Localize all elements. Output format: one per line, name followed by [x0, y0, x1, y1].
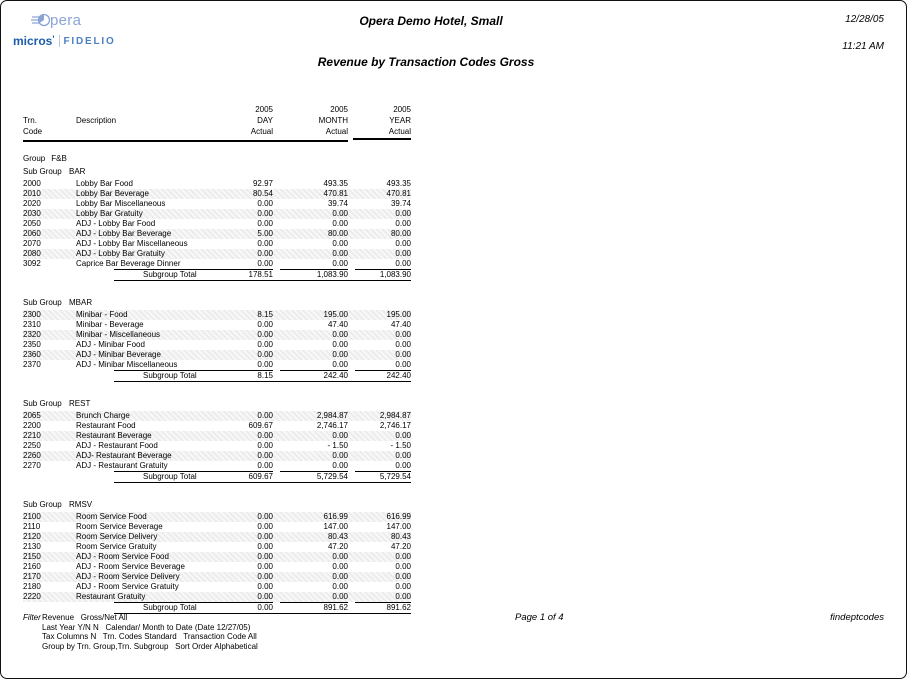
cell-day-actual: 0.00 — [257, 219, 273, 228]
table-row — [23, 179, 411, 189]
cell-description: ADJ - Lobby Bar Gratuity — [76, 249, 165, 258]
col-header-year-month: 2005 — [330, 105, 348, 114]
cell-description: Lobby Bar Miscellaneous — [76, 199, 166, 208]
subgroup-header — [23, 499, 411, 511]
cell-day-actual: 0.00 — [257, 330, 273, 339]
total-year-actual: 5,729.54 — [355, 471, 411, 482]
cell-day-actual: 80.54 — [252, 189, 273, 198]
cell-day-actual: 0.00 — [257, 451, 273, 460]
cell-description: ADJ- Restaurant Beverage — [76, 451, 172, 460]
page-number: Page 1 of 4 — [515, 612, 564, 623]
cell-trn-code: 3092 — [23, 259, 41, 268]
group-label: Group — [23, 154, 46, 163]
cell-month-actual: 0.00 — [332, 209, 348, 218]
cell-day-actual: 0.00 — [257, 340, 273, 349]
col-header-trn: Trn. — [23, 116, 37, 125]
cell-month-actual: 0.00 — [332, 360, 348, 369]
cell-month-actual: 0.00 — [332, 350, 348, 359]
total-year-actual: 1,083.90 — [355, 269, 411, 280]
subgroup-header — [23, 297, 411, 309]
page-title: Revenue by Transaction Codes Gross — [317, 55, 535, 69]
cell-month-actual: 0.00 — [332, 552, 348, 561]
cell-trn-code: 2200 — [23, 421, 41, 430]
subgroup-label: Sub Group — [23, 500, 62, 509]
table-row — [23, 219, 411, 229]
cell-description: Caprice Bar Beverage Dinner — [76, 259, 181, 268]
table-header-row-1 — [23, 104, 411, 115]
logo-divider — [59, 35, 60, 47]
cell-year-actual: 47.20 — [390, 542, 411, 551]
total-day-actual: 609.67 — [248, 472, 273, 481]
cell-month-actual: 616.99 — [323, 512, 348, 521]
cell-trn-code: 2170 — [23, 572, 41, 581]
cell-month-actual: 39.74 — [327, 199, 348, 208]
cell-month-actual: - 1.50 — [327, 441, 348, 450]
cell-month-actual: 0.00 — [332, 340, 348, 349]
cell-description: ADJ - Room Service Gratuity — [76, 582, 179, 591]
cell-trn-code: 2050 — [23, 219, 41, 228]
table-row — [23, 451, 411, 461]
cell-description: Restaurant Gratuity — [76, 592, 146, 601]
subgroup-section — [23, 499, 411, 614]
cell-description: ADJ - Room Service Delivery — [76, 572, 180, 581]
total-day-actual: 0.00 — [257, 603, 273, 612]
cell-month-actual: 0.00 — [332, 461, 348, 470]
cell-description: Room Service Food — [76, 512, 147, 521]
opera-logo-text: pera — [50, 11, 82, 29]
cell-trn-code: 2260 — [23, 451, 41, 460]
table-row — [23, 330, 411, 340]
subgroup-total-first — [114, 602, 273, 613]
cell-month-actual: 0.00 — [332, 249, 348, 258]
subgroup-total-label: Subgroup Total — [143, 270, 197, 279]
fidelio-logo-text: FIDELIO — [63, 35, 116, 47]
table-row — [23, 572, 411, 582]
cell-day-actual: 0.00 — [257, 552, 273, 561]
total-month-actual: 5,729.54 — [280, 471, 348, 482]
cell-month-actual: 0.00 — [332, 431, 348, 440]
cell-year-actual: 0.00 — [395, 330, 411, 339]
cell-trn-code: 2270 — [23, 461, 41, 470]
col-header-month: MONTH — [318, 116, 348, 125]
cell-description: Brunch Charge — [76, 411, 130, 420]
col-header-yr: YEAR — [389, 116, 411, 125]
group-line — [23, 153, 411, 164]
table-row — [23, 592, 411, 602]
subgroup-total-first — [114, 269, 273, 280]
cell-description: Restaurant Beverage — [76, 431, 152, 440]
table-row — [23, 310, 411, 320]
cell-description: Minibar - Miscellaneous — [76, 330, 161, 339]
group-name: F&B — [51, 154, 67, 163]
cell-year-actual: 0.00 — [395, 360, 411, 369]
total-month-actual: 891.62 — [280, 602, 348, 613]
hotel-name: Opera Demo Hotel, Small — [359, 14, 503, 28]
cell-month-actual: 470.81 — [323, 189, 348, 198]
table-row — [23, 461, 411, 471]
cell-year-actual: 470.81 — [386, 189, 411, 198]
cell-year-actual: 195.00 — [386, 310, 411, 319]
cell-trn-code: 2360 — [23, 350, 41, 359]
filter-label: Filter — [23, 613, 41, 622]
cell-year-actual: 0.00 — [395, 259, 411, 268]
cell-month-actual: 2,984.87 — [316, 411, 348, 420]
cell-description: ADJ - Minibar Beverage — [76, 350, 161, 359]
cell-description: ADJ - Lobby Bar Beverage — [76, 229, 172, 238]
table-row — [23, 562, 411, 572]
cell-year-actual: 493.35 — [386, 179, 411, 188]
table-row — [23, 552, 411, 562]
cell-trn-code: 2310 — [23, 320, 41, 329]
cell-year-actual: - 1.50 — [390, 441, 411, 450]
table-header-row-3 — [23, 126, 411, 137]
cell-description: Room Service Delivery — [76, 532, 158, 541]
table-row — [23, 229, 411, 239]
col-header-year-year: 2005 — [393, 105, 411, 114]
cell-year-actual: 0.00 — [395, 340, 411, 349]
total-month-actual: 242.40 — [280, 370, 348, 381]
col-header-description: Description — [76, 116, 117, 125]
cell-trn-code: 2020 — [23, 199, 41, 208]
cell-day-actual: 5.00 — [257, 229, 273, 238]
cell-month-actual: 0.00 — [332, 592, 348, 601]
subgroup-total-label: Subgroup Total — [143, 371, 197, 380]
table-row — [23, 340, 411, 350]
cell-year-actual: 0.00 — [395, 431, 411, 440]
table-row — [23, 522, 411, 532]
report-code: findeptcodes — [830, 612, 884, 623]
cell-trn-code: 2070 — [23, 239, 41, 248]
cell-trn-code: 2120 — [23, 532, 41, 541]
cell-day-actual: 0.00 — [257, 320, 273, 329]
cell-day-actual: 0.00 — [257, 360, 273, 369]
cell-day-actual: 0.00 — [257, 512, 273, 521]
subgroup-name: MBAR — [69, 298, 93, 307]
cell-trn-code: 2130 — [23, 542, 41, 551]
cell-month-actual: 0.00 — [332, 219, 348, 228]
table-row — [23, 320, 411, 330]
cell-year-actual: 0.00 — [395, 219, 411, 228]
cell-description: ADJ - Lobby Bar Food — [76, 219, 156, 228]
print-date: 12/28/05 — [845, 14, 884, 25]
col-header-actual-month: Actual — [325, 127, 348, 136]
subgroup-total-row — [114, 269, 411, 281]
cell-year-actual: 80.43 — [390, 532, 411, 541]
table-row — [23, 209, 411, 219]
subgroup-total-row — [114, 471, 411, 483]
cell-trn-code: 2250 — [23, 441, 41, 450]
cell-day-actual: 0.00 — [257, 249, 273, 258]
cell-year-actual: 147.00 — [386, 522, 411, 531]
filter-line: Revenue Gross/Net All — [42, 613, 128, 622]
total-year-actual: 242.40 — [355, 370, 411, 381]
cell-trn-code: 2180 — [23, 582, 41, 591]
table-row — [23, 199, 411, 209]
cell-trn-code: 2065 — [23, 411, 41, 420]
subgroup-name: REST — [69, 399, 91, 408]
cell-trn-code: 2110 — [23, 522, 41, 531]
col-header-actual-year: Actual — [388, 127, 411, 136]
cell-trn-code: 2150 — [23, 552, 41, 561]
cell-year-actual: 47.40 — [390, 320, 411, 329]
cell-description: Minibar - Beverage — [76, 320, 144, 329]
cell-month-actual: 0.00 — [332, 582, 348, 591]
cell-day-actual: 0.00 — [257, 461, 273, 470]
cell-description: Room Service Gratuity — [76, 542, 157, 551]
cell-day-actual: 0.00 — [257, 592, 273, 601]
filter-lines — [42, 613, 258, 651]
cell-month-actual: 47.40 — [327, 320, 348, 329]
filter-line: Last Year Y/N N Calendar/ Month to Date (Date 12/27/05) — [42, 622, 251, 632]
subgroup-name: BAR — [69, 167, 86, 176]
cell-year-actual: 0.00 — [395, 350, 411, 359]
cell-day-actual: 0.00 — [257, 562, 273, 571]
cell-description: Room Service Beverage — [76, 522, 163, 531]
cell-description: ADJ - Lobby Bar Miscellaneous — [76, 239, 188, 248]
table-row — [23, 512, 411, 522]
cell-month-actual: 0.00 — [332, 572, 348, 581]
header-rule-year — [353, 138, 411, 140]
cell-trn-code: 2350 — [23, 340, 41, 349]
cell-month-actual: 0.00 — [332, 239, 348, 248]
cell-trn-code: 2160 — [23, 562, 41, 571]
table-row — [23, 431, 411, 441]
cell-day-actual: 0.00 — [257, 411, 273, 420]
table-row — [23, 239, 411, 249]
subgroup-label: Sub Group — [23, 399, 62, 408]
cell-trn-code: 2060 — [23, 229, 41, 238]
subgroup-total-first — [114, 471, 273, 482]
table-row — [23, 411, 411, 421]
cell-month-actual: 493.35 — [323, 179, 348, 188]
cell-description: ADJ - Restaurant Gratuity — [76, 461, 168, 470]
table-row — [23, 249, 411, 259]
cell-description: ADJ - Room Service Food — [76, 552, 169, 561]
cell-year-actual: 616.99 — [386, 512, 411, 521]
cell-day-actual: 0.00 — [257, 259, 273, 268]
col-header-year-day: 2005 — [255, 105, 273, 114]
cell-day-actual: 0.00 — [257, 522, 273, 531]
subgroup-total-row — [114, 370, 411, 382]
cell-description: Lobby Bar Food — [76, 179, 133, 188]
cell-year-actual: 0.00 — [395, 451, 411, 460]
filter-line: Group by Trn. Group,Trn. Subgroup Sort Order Alphabetical — [42, 641, 258, 651]
cell-year-actual: 0.00 — [395, 461, 411, 470]
cell-year-actual: 0.00 — [395, 239, 411, 248]
cell-year-actual: 0.00 — [395, 249, 411, 258]
cell-month-actual: 0.00 — [332, 451, 348, 460]
print-time: 11:21 AM — [842, 41, 884, 52]
cell-year-actual: 80.00 — [390, 229, 411, 238]
table-row — [23, 350, 411, 360]
col-header-day: DAY — [257, 116, 273, 125]
cell-trn-code: 2320 — [23, 330, 41, 339]
cell-month-actual: 0.00 — [332, 330, 348, 339]
cell-day-actual: 0.00 — [257, 431, 273, 440]
cell-year-actual: 2,984.87 — [379, 411, 411, 420]
table-row — [23, 582, 411, 592]
subgroup-label: Sub Group — [23, 298, 62, 307]
cell-month-actual: 0.00 — [332, 259, 348, 268]
filter-line: Tax Columns N Trn. Codes Standard Transaction Code All — [42, 632, 257, 641]
revenue-table — [23, 104, 411, 614]
table-row — [23, 542, 411, 552]
cell-description: ADJ - Minibar Miscellaneous — [76, 360, 178, 369]
cell-description: Minibar - Food — [76, 310, 128, 319]
subgroup-total-label: Subgroup Total — [143, 472, 197, 481]
col-header-actual-day: Actual — [250, 127, 273, 136]
table-row — [23, 421, 411, 431]
table-row — [23, 532, 411, 542]
cell-year-actual: 0.00 — [395, 592, 411, 601]
header-rule-main — [23, 140, 348, 142]
cell-trn-code: 2080 — [23, 249, 41, 258]
micros-logo-text: micros' — [13, 34, 55, 48]
subgroup-section — [23, 398, 411, 483]
subgroup-section — [23, 297, 411, 382]
subgroup-label: Sub Group — [23, 167, 62, 176]
header-rule — [23, 137, 411, 144]
cell-year-actual: 0.00 — [395, 552, 411, 561]
cell-day-actual: 8.15 — [257, 310, 273, 319]
table-row — [23, 360, 411, 370]
cell-year-actual: 0.00 — [395, 572, 411, 581]
total-month-actual: 1,083.90 — [280, 269, 348, 280]
table-header-row-2 — [23, 115, 411, 126]
cell-month-actual: 80.43 — [327, 532, 348, 541]
cell-year-actual: 0.00 — [395, 209, 411, 218]
cell-day-actual: 0.00 — [257, 542, 273, 551]
cell-year-actual: 0.00 — [395, 582, 411, 591]
cell-year-actual: 2,746.17 — [379, 421, 411, 430]
table-row — [23, 259, 411, 269]
col-header-code: Code — [23, 127, 43, 136]
cell-month-actual: 0.00 — [332, 562, 348, 571]
cell-day-actual: 0.00 — [257, 209, 273, 218]
cell-day-actual: 0.00 — [257, 350, 273, 359]
subgroup-section — [23, 166, 411, 281]
subgroup-total-first — [114, 370, 273, 381]
cell-month-actual: 195.00 — [323, 310, 348, 319]
cell-trn-code: 2030 — [23, 209, 41, 218]
cell-day-actual: 92.97 — [252, 179, 273, 188]
cell-trn-code: 2210 — [23, 431, 41, 440]
cell-description: ADJ - Minibar Food — [76, 340, 145, 349]
cell-month-actual: 80.00 — [327, 229, 348, 238]
table-row — [23, 189, 411, 199]
cell-trn-code: 2000 — [23, 179, 41, 188]
cell-trn-code: 2300 — [23, 310, 41, 319]
cell-description: ADJ - Restaurant Food — [76, 441, 158, 450]
cell-day-actual: 0.00 — [257, 441, 273, 450]
total-day-actual: 178.51 — [248, 270, 273, 279]
cell-day-actual: 0.00 — [257, 199, 273, 208]
subgroup-name: RMSV — [69, 500, 93, 509]
cell-description: Lobby Bar Gratuity — [76, 209, 143, 218]
cell-trn-code: 2370 — [23, 360, 41, 369]
total-day-actual: 8.15 — [257, 371, 273, 380]
subgroup-total-label: Subgroup Total — [143, 603, 197, 612]
cell-description: ADJ - Room Service Beverage — [76, 562, 185, 571]
cell-year-actual: 0.00 — [395, 562, 411, 571]
cell-trn-code: 2100 — [23, 512, 41, 521]
cell-day-actual: 0.00 — [257, 572, 273, 581]
micros-fidelio-logo — [13, 34, 116, 48]
table-sections — [23, 166, 411, 614]
cell-day-actual: 0.00 — [257, 239, 273, 248]
total-year-actual: 891.62 — [355, 602, 411, 613]
cell-day-actual: 0.00 — [257, 532, 273, 541]
cell-day-actual: 0.00 — [257, 582, 273, 591]
cell-description: Lobby Bar Beverage — [76, 189, 149, 198]
cell-description: Restaurant Food — [76, 421, 136, 430]
cell-day-actual: 609.67 — [248, 421, 273, 430]
subgroup-header — [23, 398, 411, 410]
cell-month-actual: 2,746.17 — [316, 421, 348, 430]
table-row — [23, 441, 411, 451]
cell-trn-code: 2220 — [23, 592, 41, 601]
cell-trn-code: 2010 — [23, 189, 41, 198]
cell-month-actual: 47.20 — [327, 542, 348, 551]
subgroup-header — [23, 166, 411, 178]
cell-year-actual: 39.74 — [390, 199, 411, 208]
cell-month-actual: 147.00 — [323, 522, 348, 531]
